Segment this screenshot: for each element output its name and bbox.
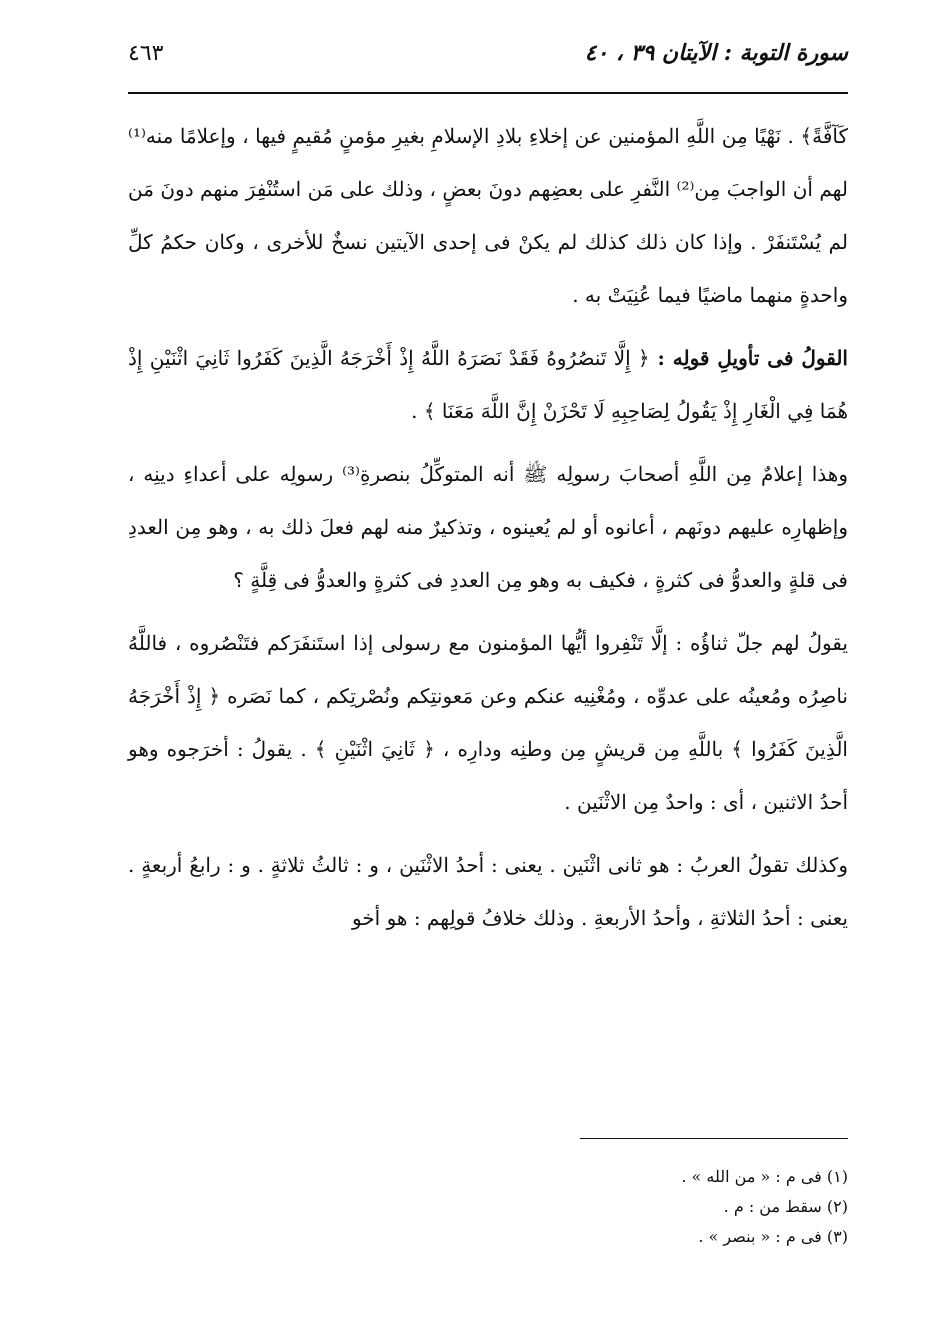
paragraph-4 [128, 617, 848, 829]
page [128, 40, 849, 930]
footnotes [128, 1162, 848, 1252]
header-rule [128, 92, 848, 94]
footnote-2: (٢) سقط من : م . [723, 1197, 848, 1216]
footnote-rule [580, 1138, 848, 1139]
paragraph-1 [128, 110, 848, 322]
paragraph-2-text: ﴿ إِلَّا تَنصُرُوهُ فَقَدْ نَصَرَهُ اللَّهُ إِذْ أَخْرَجَهُ الَّذِينَ كَفَرُوا ثَانِيَ اثْنَيْنِ إِذْ هُمَا فِي الْغَارِ إِذْ يَقُولُ لِصَاحِبِهِ لَا تَحْزَنْ إِنَّ اللَّهَ مَعَنَا ﴾ . [128, 346, 848, 423]
footnote-3: (٣) فى م : « بنصر » . [698, 1227, 848, 1246]
paragraph-2 [128, 332, 848, 438]
paragraph-1-text: كَآفَّةً﴾ . نَهْيًا مِن اللَّهِ المؤمنين عن إخلاءِ بلادِ الإسلامِ بغيرِ مؤمنٍ مُقيمٍ فيها ، وإعلامًا منه⁽¹⁾ لهم أن الواجبَ مِن⁽²⁾ النَّفرِ على بعضِهم دونَ بعضٍ ، وذلك على مَن استُنْفِرَ منهم دونَ مَن لم يُسْتَنفَرْ . وإذا كان ذلك كذلك لم يكنْ فى إحدى الآيتين نسخٌ للأخرى ، وكان حكمُ كلِّ واحدةٍ منهما ماضيًا فيما عُنِيَتْ به . [128, 124, 848, 307]
paragraph-2-lead: القولُ فى تأويلِ قولِه : [649, 346, 848, 370]
paragraph-5-text: وكذلك تقولُ العربُ : هو ثانى اثْنَين . يعنى : أحدُ الاثْنَين ، و : ثالثُ ثلاثةٍ . و : رابعُ أربعةٍ . يعنى : أحدُ الثلاثةِ ، وأحدُ الأربعةِ . وذلك خلافُ قولِهم : هو أخو [128, 853, 848, 930]
paragraph-5 [128, 839, 848, 945]
paragraph-4-text: يقولُ لهم جلّ ثناؤُه : إلَّا تَنْفِروا أيُّها المؤمنون مع رسولى إذا استَنفَرَكم فتَنْصُروه ، فاللَّهُ ناصِرُه ومُعينُه على عدوِّه ، ومُغْنِيه عنكم وعن مَعونتِكم ونُصْرتِكم ، كما نَصَره ﴿ إِذْ أَخْرَجَهُ الَّذِينَ كَفَرُوا ﴾ باللَّهِ مِن قريشٍ مِن وطنِه ودارِه ، ﴿ ثَانِيَ اثْنَيْنِ ﴾ . يقولُ : أخرَجوه وهو أحدُ الاثنين ، أى : واحدٌ مِن الاثْنَين . [128, 631, 848, 814]
running-header [128, 40, 848, 90]
paragraph-3-text: وهذا إعلامٌ مِن اللَّهِ أصحابَ رسولِه ﷺ أنه المتوكِّلُ بنصرةِ⁽³⁾ رسولِه على أعداءِ دينِه ، وإظهارِه عليهم دونَهم ، أعانوه أو لم يُعينوه ، وتذكيرٌ منه لهم فعلَ ذلك به ، وهو مِن العددِ فى قلةٍ والعدوُّ فى كثرةٍ ، فكيف به وهو مِن العددِ فى كثرةٍ والعدوُّ فى قِلَّةٍ ؟ [128, 462, 849, 592]
header-title: سورة التوبة : الآيتان ٣٩ ، ٤٠ [584, 40, 848, 66]
main-text [128, 110, 848, 945]
page-number: ٤٦٣ [128, 41, 164, 66]
footnote-1: (١) فى م : « من الله » . [681, 1167, 848, 1186]
paragraph-3 [128, 448, 848, 607]
